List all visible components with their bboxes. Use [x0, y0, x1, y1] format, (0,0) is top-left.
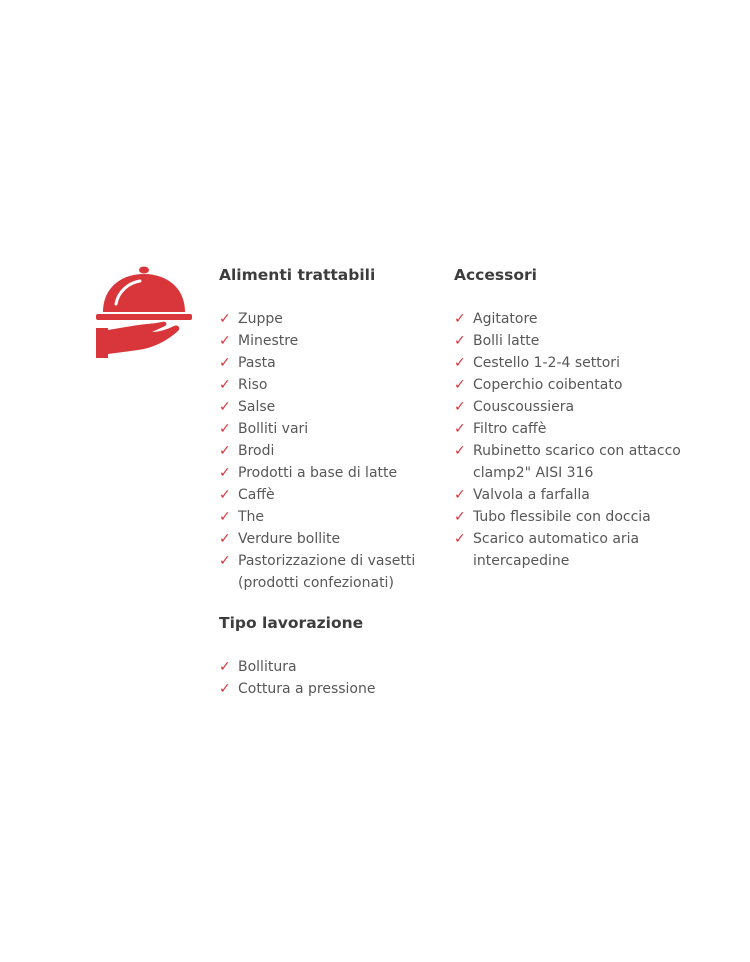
- right-column: [454, 264, 684, 572]
- list-item: [454, 506, 684, 528]
- list-item-label: Agitatore: [473, 311, 538, 327]
- list-item-label: Scarico automatico aria intercapedine: [473, 531, 640, 569]
- list-item: [454, 484, 684, 506]
- check-icon: ✓: [219, 311, 231, 327]
- list-item-label: Caffè: [238, 487, 275, 503]
- list-item: [219, 550, 434, 594]
- section-tipo-lavorazione: [219, 612, 434, 700]
- list-item: [219, 352, 434, 374]
- list-item-label: Tubo flessibile con doccia: [473, 509, 651, 525]
- list-item: [219, 308, 434, 330]
- check-icon: ✓: [219, 421, 231, 437]
- list-item-label: Filtro caffè: [473, 421, 547, 437]
- list-item-label: Bollitura: [238, 659, 297, 675]
- check-icon: ✓: [454, 421, 466, 437]
- check-icon: ✓: [219, 465, 231, 481]
- list-item: [454, 528, 684, 572]
- left-column: [219, 264, 434, 700]
- list-item-label: Bolli latte: [473, 333, 540, 349]
- check-icon: ✓: [219, 355, 231, 371]
- check-icon: ✓: [454, 531, 466, 547]
- list-item-label: Brodi: [238, 443, 275, 459]
- check-icon: ✓: [454, 311, 466, 327]
- list-item: [219, 330, 434, 352]
- list-item-label: Verdure bollite: [238, 531, 341, 547]
- section-accessori: [454, 264, 684, 572]
- check-icon: ✓: [219, 531, 231, 547]
- list-item-label: Salse: [238, 399, 276, 415]
- check-icon: ✓: [454, 487, 466, 503]
- check-icon: ✓: [219, 487, 231, 503]
- list-item: [219, 396, 434, 418]
- list-item: [219, 656, 434, 678]
- check-icon: ✓: [454, 443, 466, 459]
- check-icon: ✓: [454, 355, 466, 371]
- list-item: [454, 330, 684, 352]
- section-title: Tipo lavorazione: [219, 614, 364, 632]
- list-item: [454, 418, 684, 440]
- check-icon: ✓: [454, 377, 466, 393]
- list-item: [219, 506, 434, 528]
- check-icon: ✓: [219, 377, 231, 393]
- check-icon: ✓: [219, 509, 231, 525]
- check-icon: ✓: [219, 681, 231, 697]
- list-item-label: Cottura a pressione: [238, 681, 376, 697]
- serving-cloche-icon: [94, 264, 194, 364]
- section-alimenti: [219, 264, 434, 594]
- check-icon: ✓: [454, 333, 466, 349]
- list-item-label: Bolliti vari: [238, 421, 309, 437]
- item-list: [219, 308, 434, 594]
- check-icon: ✓: [454, 399, 466, 415]
- list-item-label: The: [238, 509, 265, 525]
- list-item: [454, 352, 684, 374]
- list-item-label: Pasta: [238, 355, 276, 371]
- list-item: [219, 374, 434, 396]
- list-item: [219, 462, 434, 484]
- section-title: Alimenti trattabili: [219, 266, 376, 284]
- list-item: [219, 528, 434, 550]
- section-title: Accessori: [454, 266, 537, 284]
- list-item-label: Minestre: [238, 333, 299, 349]
- check-icon: ✓: [219, 399, 231, 415]
- list-item: [219, 418, 434, 440]
- list-item: [454, 308, 684, 330]
- list-item-label: Cestello 1-2-4 settori: [473, 355, 620, 371]
- list-item-label: Riso: [238, 377, 268, 393]
- list-item-label: Coperchio coibentato: [473, 377, 623, 393]
- check-icon: ✓: [454, 509, 466, 525]
- check-icon: ✓: [219, 333, 231, 349]
- check-icon: ✓: [219, 553, 231, 569]
- list-item-label: Pastorizzazione di vasetti (prodotti confezionati): [238, 553, 416, 591]
- list-item-label: Valvola a farfalla: [473, 487, 590, 503]
- list-item: [454, 374, 684, 396]
- list-item: [219, 484, 434, 506]
- check-icon: ✓: [219, 443, 231, 459]
- list-item-label: Prodotti a base di latte: [238, 465, 398, 481]
- item-list: [454, 308, 684, 572]
- check-icon: ✓: [219, 659, 231, 675]
- list-item-label: Rubinetto scarico con attacco clamp2" AISI 316: [473, 443, 681, 481]
- list-item: [454, 396, 684, 418]
- list-item: [454, 440, 684, 484]
- list-item-label: Zuppe: [238, 311, 283, 327]
- item-list: [219, 656, 434, 700]
- list-item: [219, 440, 434, 462]
- list-item: [219, 678, 434, 700]
- list-item-label: Couscoussiera: [473, 399, 575, 415]
